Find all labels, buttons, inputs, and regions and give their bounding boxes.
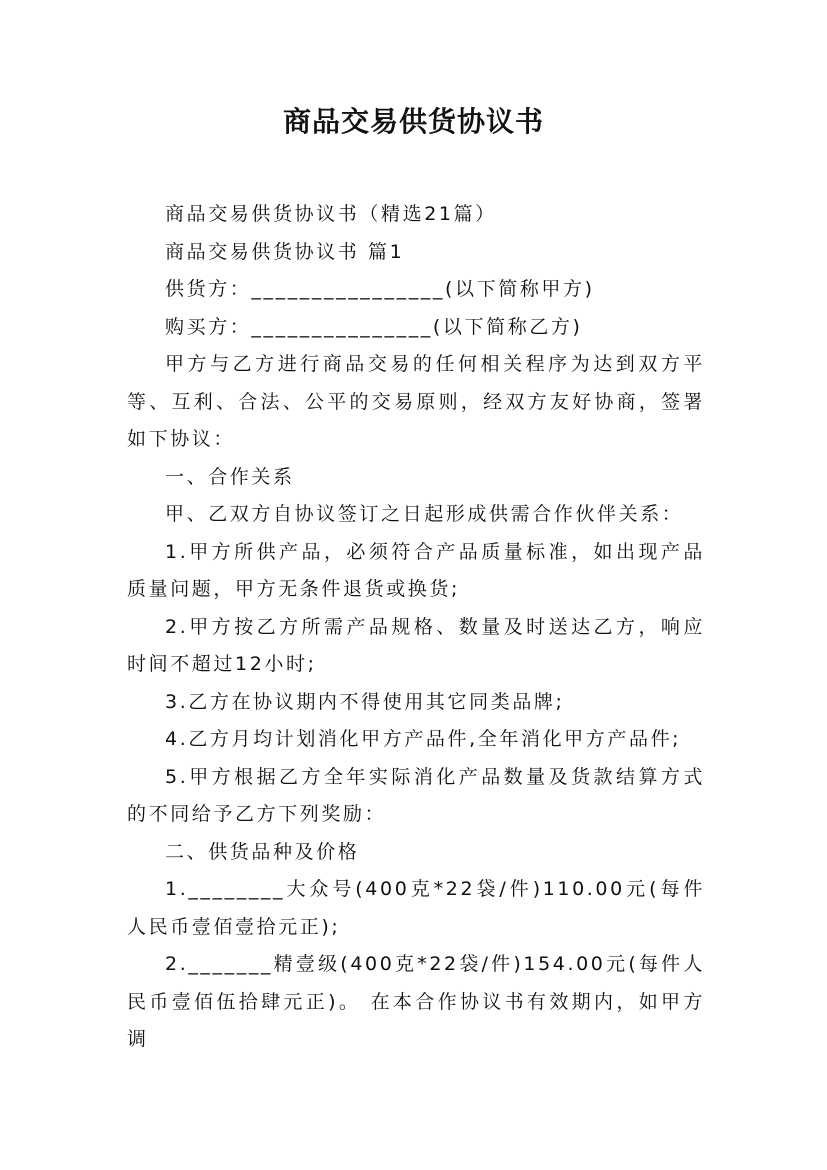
paragraph-section-heading: 商品交易供货协议书 篇1 [165,240,405,263]
paragraph-clause-5: 5.甲方根据乙方全年实际消化产品数量及货款结算方式的不同给予乙方下列奖励： [127,765,705,825]
paragraph-heading-products: 二、供货品种及价格 [165,840,360,863]
paragraph-product-2: 2._______精壹级(400克*22袋/件)154.00元(每件人民币壹佰伍拾肆元正)。 在本合作协议书有效期内，如甲方调 [127,953,705,1050]
paragraph-product-1: 1.________大众号(400克*22袋/件)110.00元(每件人民币壹佰壹拾元正); [127,878,705,938]
paragraph-buyer: 购买方：_______________(以下简称乙方) [165,315,583,338]
paragraph-subtitle: 商品交易供货协议书（精选21篇） [165,203,497,225]
paragraph-clause-4: 4.乙方月均计划消化甲方产品件,全年消化甲方产品件; [165,728,682,750]
paragraph-clause-1: 1.甲方所供产品，必须符合产品质量标准，如出现产品质量问题，甲方无条件退货或换货; [127,540,705,600]
paragraph-intro: 甲方与乙方进行商品交易的任何相关程序为达到双方平等、互利、合法、公平的交易原则，经双方友好协商，签署如下协议： [127,353,705,450]
paragraph-supplier: 供货方：________________(以下简称甲方) [165,278,595,300]
document-body [127,196,705,1059]
paragraph-cooperation: 甲、乙双方自协议签订之日起形成供需合作伙伴关系： [165,503,684,525]
paragraph-clause-3: 3.乙方在协议期内不得使用其它同类品牌; [165,690,565,713]
paragraph-clause-2: 2.甲方按乙方所需产品规格、数量及时送达乙方，响应时间不超过12小时; [127,615,705,675]
paragraph-heading-cooperation: 一、合作关系 [165,465,295,488]
document-title: 商品交易供货协议书 [282,105,544,138]
